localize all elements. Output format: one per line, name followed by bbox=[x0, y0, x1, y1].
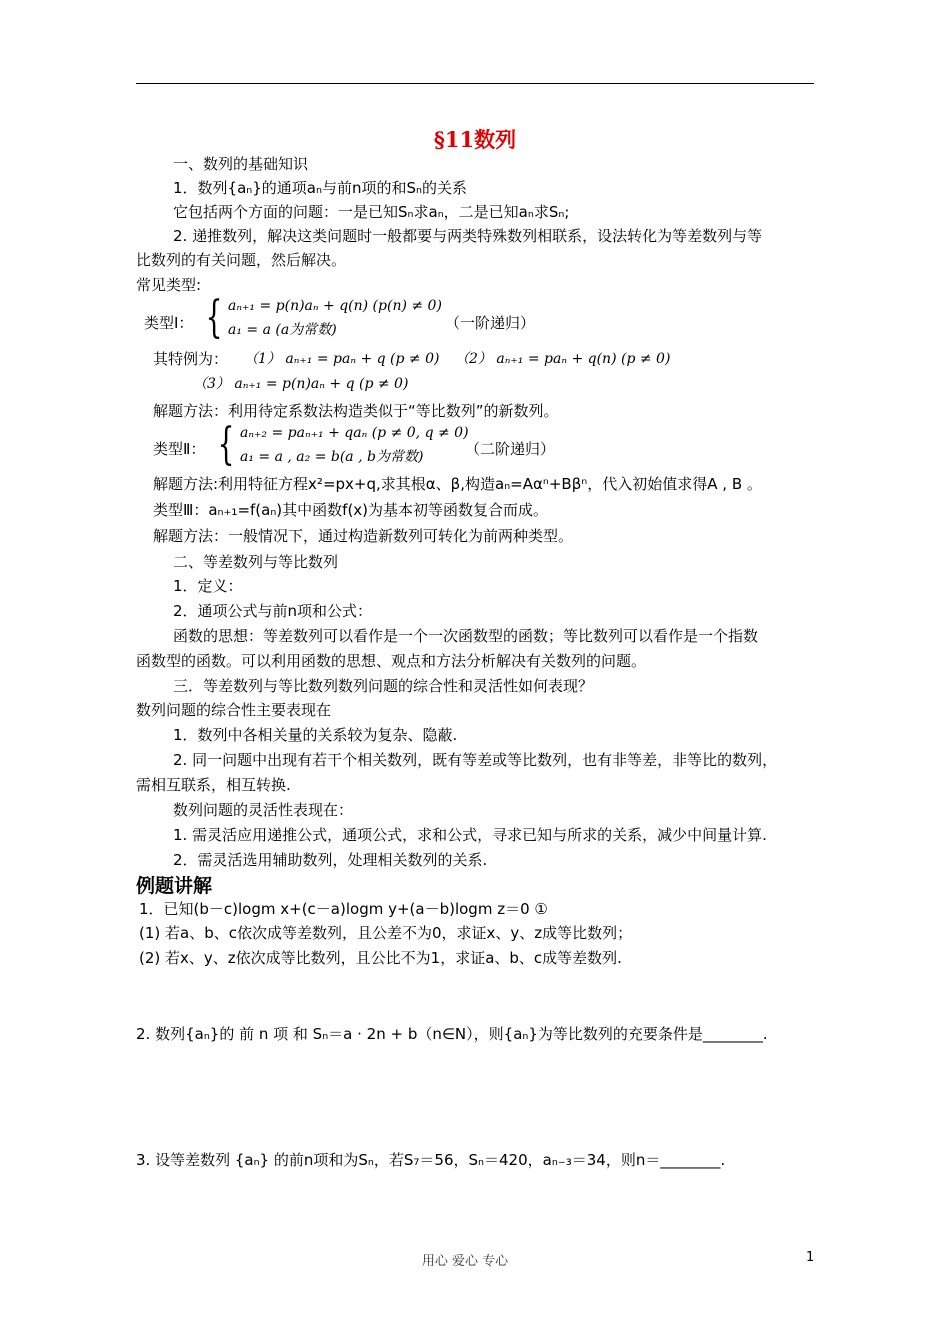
special-case1: （1） aₙ₊₁ = paₙ + q (p ≠ 0) bbox=[244, 351, 440, 367]
example1-part2: (2) 若x、y、z依次成等比数列，且公比不为1，求证a、b、c成等差数列. bbox=[139, 949, 622, 967]
section3-intro: 数列问题的综合性主要表现在 bbox=[136, 701, 332, 719]
brace-symbol: { bbox=[205, 292, 223, 343]
brace-symbol: { bbox=[217, 419, 235, 470]
section3-flex-point1: 1. 需灵活应用递推公式，通项公式，求和公式，寻求已知与所求的关系，减少中间量计算. bbox=[173, 826, 767, 844]
section3-flex-point2: 2．需灵活选用辅助数列，处理相关数列的关系. bbox=[173, 851, 488, 869]
method3: 解题方法：一般情况下，通过构造新数列可转化为前两种类型。 bbox=[153, 527, 574, 545]
footer-motto: 用心 爱心 专心 bbox=[421, 1254, 509, 1269]
type2-label: 类型Ⅱ： bbox=[153, 440, 206, 458]
section3-point2-cont: 需相互联系，相互转换. bbox=[136, 776, 291, 794]
section3-point2: 2. 同一问题中出现有若干个相关数列，既有等差或等比数列，也有非等差，非等比的数列， bbox=[173, 751, 778, 769]
example1: 1．已知(b－c)logm x+(c－a)logm y+(a－b)logm z＝0 ① bbox=[139, 900, 548, 918]
header-rule bbox=[136, 83, 814, 84]
section3-heading: 三．等差数列与等比数列数列问题的综合性和灵活性如何表现？ bbox=[173, 677, 594, 695]
type1-system bbox=[200, 292, 442, 343]
example2: 2. 数列{aₙ}的 前 n 项 和 Sₙ＝a · 2n + b（n∈N），则{aₙ}为等比数列的充要条件是________. bbox=[136, 1025, 768, 1043]
type3: 类型Ⅲ：aₙ₊₁=f(aₙ)其中函数f(x)为基本初等函数复合而成。 bbox=[153, 501, 549, 519]
special-case2: （2） aₙ₊₁ = paₙ + q(n) (p ≠ 0) bbox=[455, 351, 671, 367]
method2: 解题方法:利用特征方程x²=px+q,求其根α、β,构造aₙ=Aαⁿ+Bβⁿ，代入初始值求得A , B 。 bbox=[153, 475, 762, 493]
page-number: 1 bbox=[806, 1250, 815, 1265]
type1-label: 类型Ⅰ： bbox=[144, 314, 194, 332]
section1-point2-cont: 比数列的有关问题，然后解决。 bbox=[136, 251, 347, 269]
section1-heading: 一、数列的基础知识 bbox=[173, 155, 309, 173]
section2-point2: 2．通项公式与前n项和公式： bbox=[173, 602, 373, 620]
special-cases-label: 其特例为： bbox=[153, 350, 229, 368]
type1-note: （一阶递归） bbox=[445, 314, 536, 332]
section2-function-idea-cont: 函数型的函数。可以利用函数的思想、观点和方法分析解决有关数列的问题。 bbox=[136, 652, 647, 670]
example1-part1: (1) 若a、b、c依次成等差数列，且公差不为0，求证x、y、z成等比数列； bbox=[139, 924, 633, 942]
section2-point1: 1．定义： bbox=[173, 577, 243, 595]
type1-equation2: a₁ = a (a为常数) bbox=[228, 322, 337, 338]
example3: 3. 设等差数列 {aₙ} 的前n项和为Sₙ，若S₇＝56，Sₙ＝420，aₙ₋₃＝34，则n＝________. bbox=[136, 1151, 726, 1169]
type2-equation2: a₁ = a , a₂ = b(a , b为常数) bbox=[240, 449, 424, 465]
type2-system bbox=[212, 419, 469, 470]
section1-point2: 2. 递推数列，解决这类问题时一般都要与两类特殊数列相联系，设法转化为等差数列与等 bbox=[173, 227, 763, 245]
page-title: §11数列 bbox=[433, 127, 517, 152]
special-case3: （3） aₙ₊₁ = p(n)aₙ + q (p ≠ 0) bbox=[193, 376, 409, 392]
type2-note: （二阶递归） bbox=[465, 440, 556, 458]
common-types-label: 常见类型: bbox=[136, 276, 202, 294]
type1-equation1: aₙ₊₁ = p(n)aₙ + q(n) (p(n) ≠ 0) bbox=[228, 298, 442, 314]
section3-point1: 1．数列中各相关量的关系较为复杂、隐蔽. bbox=[173, 726, 458, 744]
section1-point1: 1．数列{aₙ}的通项aₙ与前n项的和Sₙ的关系 bbox=[173, 179, 467, 197]
examples-heading: 例题讲解 bbox=[136, 875, 213, 897]
section1-point1-detail: 它包括两个方面的问题：一是已知Sₙ求aₙ，二是已知aₙ求Sₙ; bbox=[173, 203, 570, 221]
section2-function-idea: 函数的思想：等差数列可以看作是一个一次函数型的函数；等比数列可以看作是一个指数 bbox=[173, 627, 759, 645]
method1: 解题方法：利用待定系数法构造类似于“等比数列”的新数列。 bbox=[153, 402, 559, 420]
section2-heading: 二、等差数列与等比数列 bbox=[173, 553, 339, 571]
type2-equation1: aₙ₊₂ = paₙ₊₁ + qaₙ (p ≠ 0, q ≠ 0) bbox=[240, 425, 469, 441]
section3-flexibility: 数列问题的灵活性表现在： bbox=[173, 801, 354, 819]
